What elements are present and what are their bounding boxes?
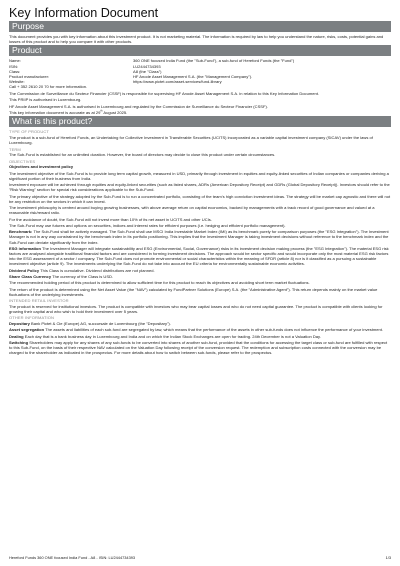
objectives-p2: Investment exposure will be achieved through equities and equity-linked securities (such as listed shares, ADRs (American Depository Receipt) and GDRs (Global Depository Receipt)). Investors should refer to the "Risk Warning" section for special risk considerations applicable to the Sub-Fund. <box>9 182 390 193</box>
objectives-p6: The Sub-Fund may use futures and options on securities, indices and interest rates for efficient purposes (i.e. hedging and efficient portfolio management). <box>9 222 286 228</box>
dealing-paragraph: Dealing Each day that is a bank business day in Luxembourg and India and on which the Indian Stock Exchanges are open for trading. 24th December is not a Valuation Day. <box>9 333 321 339</box>
purpose-text: This document provides you with key information about this investment product. It is not marketing material. The information is required by law to help you understand the nature, risks, costs, potential gains and losses of this product and to help you compare it with other products. <box>9 34 384 45</box>
investor-label: INTENDED RETAIL INVESTOR <box>9 298 69 304</box>
type-label: TYPE OF PRODUCT <box>9 129 49 135</box>
purpose-heading: Purpose <box>9 21 391 32</box>
share-class-paragraph: Share Class Currency The currency of the Class is USD. <box>9 273 114 279</box>
accuracy-date: This key information document is accurate as at 29th August 2025. <box>9 109 128 116</box>
term-text: The Sub-Fund is established for an unlimited duration. However, the board of directors may decide to close this product under certain circumstances. <box>9 152 276 158</box>
dividend-paragraph: Dividend Policy This Class is cumulative. Dividend distributions are not planned. <box>9 267 155 273</box>
page-number: 1/3 <box>385 555 391 560</box>
isin-value: LU2444734393 <box>133 63 161 69</box>
page-footer <box>9 555 391 560</box>
website-label: Website: <box>9 79 25 85</box>
other-info-label: OTHER INFORMATION <box>9 315 55 321</box>
call-info: Call + 352 2610 20 70 for more information. <box>9 84 88 90</box>
objectives-p5: For the avoidance of doubt, the Sub-Fund will not invest more than 10% of its net asset in UCITS and other UCIs. <box>9 216 212 222</box>
footer-fund-id: Hereford Funds 360 ONE focused India Fund - A8 - ISIN: LU2444734393 <box>9 555 136 560</box>
objectives-p4: The investment philosophy is centred around buying growing businesses, with above average return on capital economics, backed by managements with a track record of good governance and valued at a reasonable risk/reward ratio. <box>9 205 375 216</box>
objectives-heading: Objectives and investment policy <box>9 164 74 170</box>
benchmark-paragraph: Benchmark: The Sub-Fund shall be actively managed. The Sub-Fund shall use MSCI India Investable Market Index (IMI) as its benchmark purely for comparison purposes (the "ESG Integration"). The Investment Manager is not in any way constrained by the benchmark index in its portfolio positioning. This implies that the Investment Manager is taking investment decisions without reference to the benchmark index and the Sub-Fund can deviate significantly from the index. <box>9 229 389 245</box>
document-title: Key Information Document <box>9 6 159 20</box>
investor-text: The product is reserved for institutional investors. The product is compatible with investors who may bear capital losses and who do not need capital guarantee. The product is compatible with clients looking for growing their capital and who wish to hold their investment over 5 years. <box>9 303 383 314</box>
term-label: TERM <box>9 146 21 152</box>
return-text: The return of the product is determined using the Net Asset Value (the "NAV") calculated by FundPartner Solutions (Europe) S.A. (the "Administrative Agent"). This return depends mainly on the market value fluctuations of the underlying investments. <box>9 286 378 297</box>
segregation-paragraph: Asset segregation The assets and liabilities of each sub-fund are segregated by law, which means that the performance of the assets in other sub-funds does not influence the performance of your investment. <box>9 327 384 333</box>
name-label: Name: <box>9 58 21 64</box>
holding-period-text: The recommended holding period of this product is determined to allow sufficient time for this product to reach its objectives and avoiding short term market fluctuations. <box>9 280 310 286</box>
class-label: Class: <box>9 68 21 74</box>
manufacturer-label: Product manufacturer: <box>9 73 50 79</box>
priip-text: This PRIIP is authorised in Luxembourg. <box>9 97 82 103</box>
objectives-label: OBJECTIVES <box>9 158 36 164</box>
product-heading: Product <box>9 45 391 56</box>
class-value: A8 (the "Class") <box>133 68 162 74</box>
website-link[interactable]: https://www.pictet.com/asset-services/fund-library <box>133 79 222 85</box>
objectives-p1: The investment objective of the Sub-Fund is to provide long term capital growth, measured in USD, primarily through investment in equities and equity-linked securities of Indian companies or companies deriving a significant portion of their business from India. <box>9 170 389 181</box>
authorised-text: HF Anode Asset Management S.A. is authorised in Luxembourg and regulated by the Commission de Surveillance du Secteur Financier (CSSF). <box>9 103 268 109</box>
product-fields <box>9 58 391 84</box>
isin-label: ISIN: <box>9 63 18 69</box>
type-text: The product is a sub-fund of Hereford Funds, an Undertaking for Collective Investment in Transferable Securities (UCITS) incorporated as a variable capital investment company (SICAV) under the laws of Luxembourg. <box>9 135 373 146</box>
what-heading: What is this product? <box>9 116 391 127</box>
cssf-text: The Commission de Surveillance du Secteur Financier (CSSF) is responsible for supervising HF Anode Asset Management S.A. in relation to this Key Information Document. <box>9 90 319 96</box>
switching-paragraph: Switching Shareholders may apply for any shares of any sub-funds to be converted into shares of another sub-fund, provided that the conditions for accessing the target class or sub-fund are fulfilled with respect to this Sub-Fund, on the basis of their respective NAV calculated on the Valuation Day following receipt of the conversion request. The redemption and subscription costs connected with the conversion may be charged to the shareholder as indicated in the prospectus. For more details about how to switch between sub-funds, please refer to the prospectus. <box>9 340 388 356</box>
manufacturer-value: HF Anode Asset Management S.A. (the "Management Company"). <box>133 73 253 79</box>
depositary-paragraph: Depositary Bank Pictet & Cie (Europe) AG, succursale de Luxembourg (the "Depositary"). <box>9 320 171 326</box>
objectives-p3: The primary objective of the strategy adopted by the Sub-Fund is to run a concentrated portfolio, consisting of the team's high conviction investment ideas. The strategy will be market cap agnostic and there will not be any restriction on the sectors in which it can invest. <box>9 193 391 204</box>
name-value: 360 ONE focused India Fund (the "Sub-Fund"), a sub-fund of Hereford Funds (the "Fund") <box>133 58 295 64</box>
esg-paragraph: ESG information The Investment Manager will integrate sustainability and ESG (Environmental, Social, Governance) risks in its investment decision making process (the "ESG Integration"). The material ESG risk factors are analysed alongside traditional financial factors and are considered in forming investment decisions. The approach would be sector specific and would incorporate only the most material ESG risk factors into the ESG assessment of a sector / company. The Sub-Fund does not promote environmental or social characteristics within the meaning of SFDR (article 8) nor is it classified as a pursuing a sustainable investment objective (article 9). The investments underlying the Sub-Fund do not take into account the EU criteria for environmentally sustainable economic activities. <box>9 245 389 267</box>
